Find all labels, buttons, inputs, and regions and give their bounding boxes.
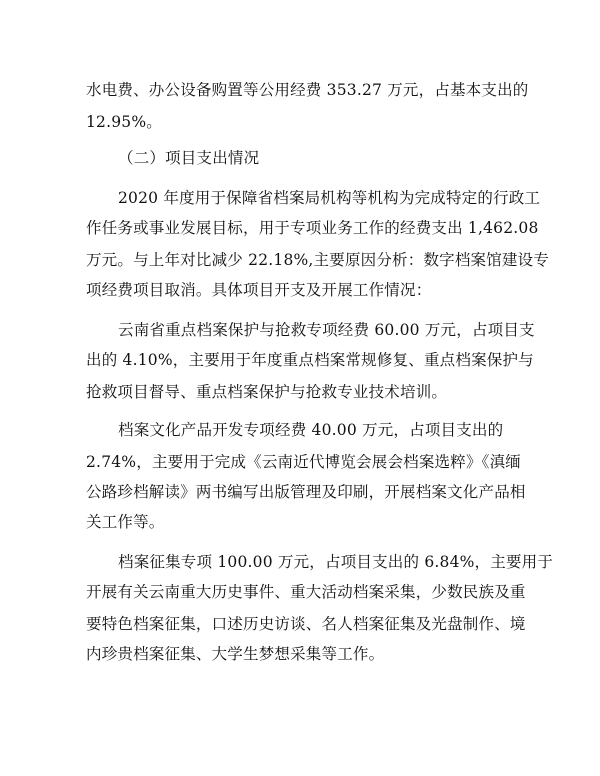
intro-line-1: 水电费、办公设备购置等公用经费 353.27 万元，占基本支出的 [86,81,529,99]
paragraph-2-line-3: 抢救项目督导、重点档案保护与抢救专业技术培训。 [86,383,448,401]
section-heading: （二）项目支出情况 [118,149,260,167]
paragraph-3-line-4: 关工作等。 [86,513,165,531]
paragraph-2-line-1: 云南省重点档案保护与抢救专项经费 60.00 万元，占项目支 [118,321,535,339]
paragraph-3-line-2: 2.74%，主要用于完成《云南近代博览会展会档案选粹》《滇缅 [86,453,521,471]
paragraph-1-line-4: 项经费项目取消。具体项目开支及开展工作情况： [86,281,432,299]
paragraph-3-line-1: 档案文化产品开发专项经费 40.00 万元，占项目支出的 [118,421,504,439]
paragraph-4-line-1: 档案征集专项 100.00 万元，占项目支出的 6.84%，主要用于 [118,553,554,571]
paragraph-4-line-3: 要特色档案征集，口述历史访谈、名人档案征集及光盘制作、境 [86,615,526,633]
paragraph-4-line-4: 内珍贵档案征集、大学生梦想采集等工作。 [86,645,385,663]
paragraph-4-line-2: 开展有关云南重大历史事件、重大活动档案采集，少数民族及重 [86,583,526,601]
paragraph-2-line-2: 出的 4.10%，主要用于年度重点档案常规修复、重点档案保护与 [86,351,534,369]
paragraph-1-line-3: 万元。与上年对比减少 22.18%,主要原因分析：数字档案馆建设专 [86,251,550,269]
intro-line-2: 12.95%。 [86,113,163,131]
paragraph-3-line-3: 公路珍档解读》两书编写出版管理及印刷，开展档案文化产品相 [86,483,526,501]
paragraph-1-line-2: 作任务或事业发展目标，用于专项业务工作的经费支出 1,462.08 [86,219,539,237]
paragraph-1-line-1: 2020 年度用于保障省档案局机构等机构为完成特定的行政工 [118,189,541,207]
